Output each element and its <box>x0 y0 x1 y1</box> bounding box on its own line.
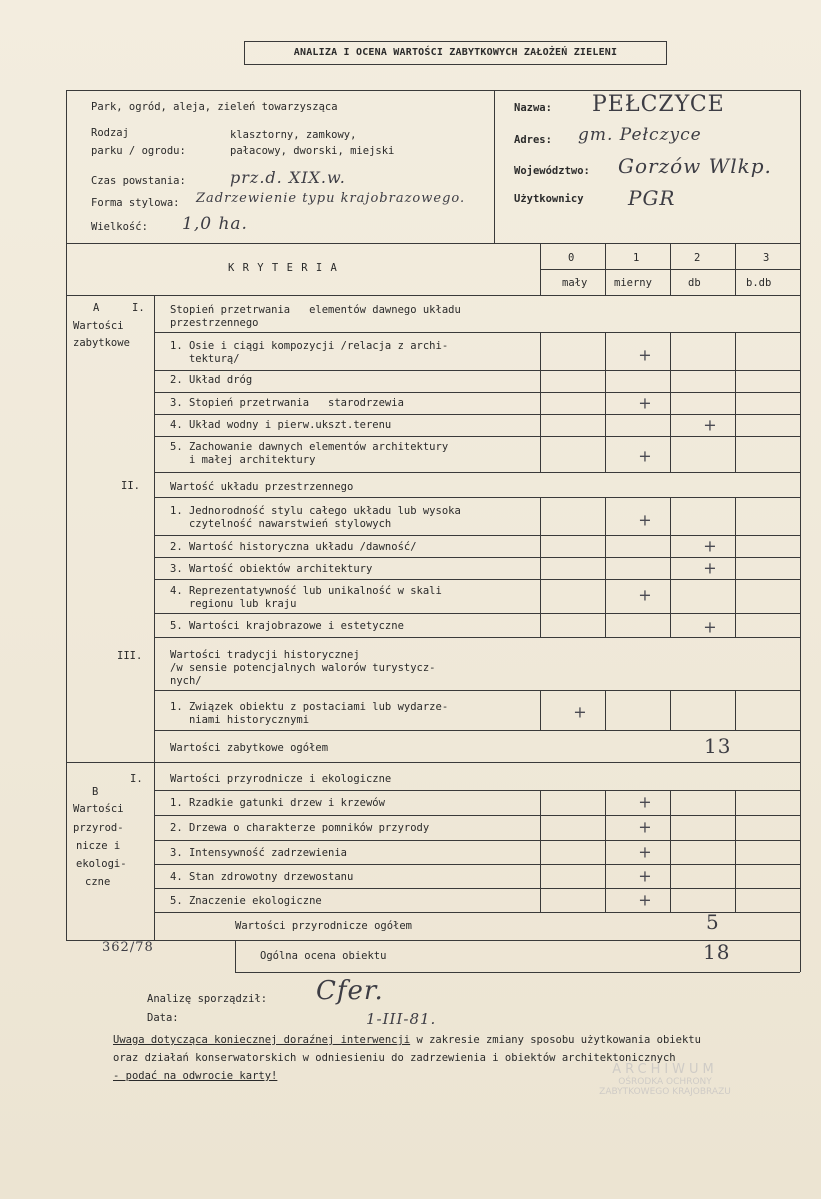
row-a2-4: 4. Reprezentatywność lub unikalność w skali regionu lub kraju <box>170 585 442 610</box>
section-b-roman: I. <box>130 773 143 785</box>
address-label: Adres: <box>514 134 552 146</box>
created-value: prz.d. XIX.w. <box>230 168 346 187</box>
row-a1-4: 4. Układ wodny i pierw.ukszt.terenu <box>170 419 392 431</box>
total-b-value: 5 <box>706 910 720 934</box>
section-b-name-2: przyrod- <box>73 822 124 834</box>
type-label-3: parku / ogrodu: <box>91 145 186 157</box>
row-a3-1: 1. Związek obiektu z postaciami lub wydarze- niami historycznymi <box>170 701 449 726</box>
group-3-roman: III. <box>117 650 143 662</box>
row-b-3: 3. Intensywność zadrzewienia <box>170 847 348 859</box>
note-line-2: oraz działań konserwatorskich w odniesieniu do zadrzewienia i obiektów architektonicznych <box>113 1052 676 1064</box>
row-a2-1: 1. Jednorodność stylu całego układu lub wysoka czytelność nawarstwień stylowych <box>170 505 461 530</box>
date-value: 1-III-81. <box>366 1010 437 1028</box>
prepared-label: Analizę sporządził: <box>147 993 268 1005</box>
score-mark: + <box>638 866 652 886</box>
row-b-2: 2. Drzewa o charakterze pomników przyrody <box>170 822 430 834</box>
col-2-num: 2 <box>694 252 701 264</box>
name-value: PEŁCZYCE <box>592 92 725 117</box>
overall-label: Ogólna ocena obiektu <box>260 950 387 962</box>
row-a2-3: 3. Wartość obiektów architektury <box>170 563 373 575</box>
score-mark: + <box>703 558 717 578</box>
section-b-name-4: ekologi- <box>76 858 127 870</box>
note-line-3: - podać na odwrocie karty! <box>113 1070 278 1082</box>
overall-value: 18 <box>703 940 731 964</box>
score-mark: + <box>638 393 652 413</box>
col-2-name: db <box>688 277 701 289</box>
total-a-value: 13 <box>704 734 732 758</box>
note-line-1 <box>113 1034 701 1046</box>
stamp-line-2: OŚRODKA OCHRONY <box>618 1077 712 1087</box>
row-a1-5: 5. Zachowanie dawnych elementów architektury i małej architektury <box>170 441 449 466</box>
row-a1-3: 3. Stopień przetrwania starodrzewia <box>170 397 404 409</box>
row-a1-2: 2. Układ dróg <box>170 374 253 386</box>
section-a-name-1: Wartości <box>73 320 124 332</box>
score-mark: + <box>638 345 652 365</box>
score-mark: + <box>638 792 652 812</box>
group-2-roman: II. <box>121 480 140 492</box>
score-mark: + <box>638 510 652 530</box>
score-mark: + <box>703 617 717 637</box>
row-b-5: 5. Znaczenie ekologiczne <box>170 895 322 907</box>
group-3-title: Wartości tradycji historycznej /w sensie potencjalnych walorów turystycz- nych/ <box>170 649 436 687</box>
section-a-name-2: zabytkowe <box>73 337 130 349</box>
group-1-roman: I. <box>132 302 145 314</box>
score-mark: + <box>703 415 717 435</box>
score-mark: + <box>638 817 652 837</box>
users-label: Użytkownicy <box>514 193 584 205</box>
note-underlined: Uwaga dotycząca koniecznej doraźnej interwencji <box>113 1034 411 1046</box>
row-b-4: 4. Stan zdrowotny drzewostanu <box>170 871 354 883</box>
group-2-title: Wartość układu przestrzennego <box>170 481 354 493</box>
score-mark: + <box>638 585 652 605</box>
col-1-name: mierny <box>614 277 652 289</box>
users-value: PGR <box>628 186 676 210</box>
score-mark: + <box>638 446 652 466</box>
style-label: Forma stylowa: <box>91 197 180 209</box>
row-a2-5: 5. Wartości krajobrazowe i estetyczne <box>170 620 404 632</box>
stamp-line-3: ZABYTKOWEGO KRAJOBRAZU <box>599 1087 731 1097</box>
row-a2-2: 2. Wartość historyczna układu /dawność/ <box>170 541 417 553</box>
form-title: ANALIZA I OCENA WARTOŚCI ZABYTKOWYCH ZAŁOŻEŃ ZIELENI <box>244 41 667 65</box>
row-a1-1: 1. Osie i ciągi kompozycji /relacja z archi- tekturą/ <box>170 340 449 365</box>
prepared-value: Cfer. <box>316 976 384 1006</box>
col-0-name: mały <box>562 277 588 289</box>
col-3-name: b.db <box>746 277 772 289</box>
row-b-1: 1. Rzadkie gatunki drzew i krzewów <box>170 797 385 809</box>
type-label-2: Rodzaj <box>91 127 129 139</box>
stamp-line-1: ARCHIWUM <box>612 1062 718 1077</box>
size-value: 1,0 ha. <box>182 214 248 234</box>
section-b-name-1: Wartości <box>73 803 124 815</box>
score-mark: + <box>638 890 652 910</box>
style-value: Zadrzewienie typu krajobrazowego. <box>196 191 466 206</box>
type-options-1: klasztorny, zamkowy, <box>230 129 357 141</box>
size-label: Wielkość: <box>91 221 148 233</box>
ref-number: 362/78 <box>102 940 154 955</box>
col-3-num: 3 <box>763 252 770 264</box>
type-label-1: Park, ogród, aleja, zieleń towarzysząca <box>91 101 338 113</box>
archive-stamp <box>560 1062 770 1097</box>
total-a-label: Wartości zabytkowe ogółem <box>170 742 329 754</box>
section-b-letter: B <box>92 786 99 798</box>
col-0-num: 0 <box>568 252 575 264</box>
note-rest: w zakresie zmiany sposobu użytkowania obiektu <box>410 1034 701 1046</box>
score-mark: + <box>573 702 587 722</box>
criteria-label: K R Y T E R I A <box>228 262 338 274</box>
voivodeship-label: Województwo: <box>514 165 590 177</box>
voivodeship-value: Gorzów Wlkp. <box>618 154 772 178</box>
section-b-name-5: czne <box>85 876 111 888</box>
score-mark: + <box>638 842 652 862</box>
date-label: Data: <box>147 1012 179 1024</box>
created-label: Czas powstania: <box>91 175 186 187</box>
section-b-group-title: Wartości przyrodnicze i ekologiczne <box>170 773 392 785</box>
col-1-num: 1 <box>633 252 640 264</box>
name-label: Nazwa: <box>514 102 552 114</box>
section-b-name-3: nicze i <box>76 840 121 852</box>
section-a-letter: A <box>93 302 100 314</box>
address-value: gm. Pełczyce <box>578 125 702 145</box>
score-mark: + <box>703 536 717 556</box>
group-1-title: Stopień przetrwania elementów dawnego układu przestrzennego <box>170 304 461 329</box>
total-b-label: Wartości przyrodnicze ogółem <box>235 920 413 932</box>
type-options-2: pałacowy, dworski, miejski <box>230 145 395 157</box>
